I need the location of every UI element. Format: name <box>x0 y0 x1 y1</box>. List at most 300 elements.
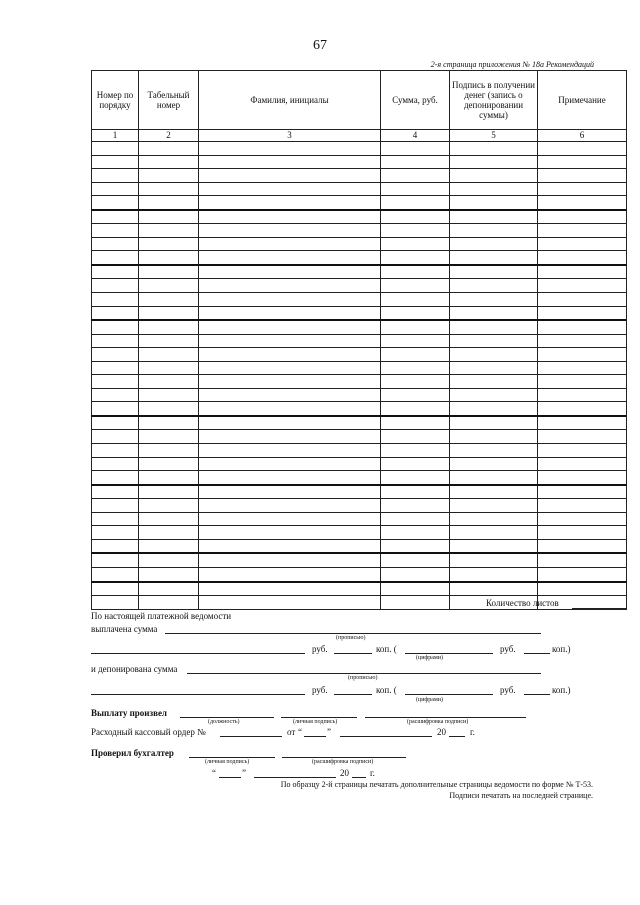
table-cell[interactable] <box>139 457 199 471</box>
table-cell[interactable] <box>139 224 199 238</box>
table-cell[interactable] <box>381 553 450 567</box>
table-cell[interactable] <box>199 567 381 581</box>
table-cell[interactable] <box>92 155 139 169</box>
table-cell[interactable] <box>538 348 627 362</box>
kop-close-label: коп.) <box>552 644 571 654</box>
table-cell[interactable] <box>381 224 450 238</box>
table-cell[interactable] <box>92 251 139 265</box>
table-cell[interactable] <box>450 567 538 581</box>
table-cell[interactable] <box>92 499 139 513</box>
table-cell[interactable] <box>139 567 199 581</box>
table-cell[interactable] <box>538 210 627 224</box>
table-cell[interactable] <box>538 196 627 210</box>
table-cell[interactable] <box>139 402 199 416</box>
table-cell[interactable] <box>199 553 381 567</box>
table-row <box>92 416 627 430</box>
table-cell[interactable] <box>139 210 199 224</box>
payout-decoding-field[interactable] <box>365 717 526 718</box>
table-cell[interactable] <box>199 142 381 156</box>
table-row <box>92 402 627 416</box>
table-cell[interactable] <box>199 334 381 348</box>
kop-field[interactable] <box>334 653 372 654</box>
table-cell[interactable] <box>538 224 627 238</box>
table-cell[interactable] <box>381 596 450 610</box>
table-cell[interactable] <box>538 430 627 444</box>
table-cell[interactable] <box>450 210 538 224</box>
deposited-words-field[interactable] <box>187 673 541 674</box>
table-cell[interactable] <box>92 471 139 485</box>
table-cell[interactable] <box>538 388 627 402</box>
table-cell[interactable] <box>139 416 199 430</box>
table-cell[interactable] <box>538 306 627 320</box>
table-row <box>92 306 627 320</box>
table-cell[interactable] <box>199 293 381 307</box>
table-cell[interactable] <box>450 388 538 402</box>
table-cell[interactable] <box>139 553 199 567</box>
decoding-caption: (расшифровка подписи) <box>312 759 374 765</box>
table-row <box>92 430 627 444</box>
table-cell[interactable] <box>139 306 199 320</box>
column-number: 2 <box>139 130 199 142</box>
table-cell[interactable] <box>92 485 139 499</box>
table-cell[interactable] <box>381 402 450 416</box>
table-cell[interactable] <box>538 499 627 513</box>
figures-kop-field[interactable] <box>524 653 550 654</box>
table-cell[interactable] <box>538 457 627 471</box>
figures-rub-field[interactable] <box>405 694 493 695</box>
in-figures-caption: (цифрами) <box>416 655 443 661</box>
decoding-caption: (расшифровка подписи) <box>407 719 469 725</box>
table-cell[interactable] <box>139 526 199 540</box>
accountant-signature-field[interactable] <box>189 757 275 758</box>
cash-order-year-field[interactable] <box>449 736 465 737</box>
table-cell[interactable] <box>199 388 381 402</box>
table-row <box>92 388 627 402</box>
table-row <box>92 224 627 238</box>
table-row <box>92 251 627 265</box>
table-cell[interactable] <box>450 293 538 307</box>
table-cell[interactable] <box>450 526 538 540</box>
table-cell[interactable] <box>199 320 381 334</box>
page-number: 67 <box>313 38 327 53</box>
table-cell[interactable] <box>381 196 450 210</box>
table-row <box>92 526 627 540</box>
in-words-caption: (прописью) <box>336 635 366 641</box>
table-cell[interactable] <box>538 293 627 307</box>
table-cell[interactable] <box>199 471 381 485</box>
table-cell[interactable] <box>381 416 450 430</box>
table-cell[interactable] <box>450 279 538 293</box>
cash-order-number-field[interactable] <box>220 736 282 737</box>
column-number: 4 <box>381 130 450 142</box>
table-cell[interactable] <box>381 582 450 596</box>
check-year-field[interactable] <box>352 777 366 778</box>
table-cell[interactable] <box>92 142 139 156</box>
year-suffix: г. <box>470 727 475 737</box>
table-cell[interactable] <box>199 512 381 526</box>
table-cell[interactable] <box>92 265 139 279</box>
table-row <box>92 582 627 596</box>
table-cell[interactable] <box>139 196 199 210</box>
table-cell[interactable] <box>450 485 538 499</box>
paid-amount-words-field[interactable] <box>165 633 541 634</box>
sheet-count-field[interactable] <box>572 608 626 609</box>
table-cell[interactable] <box>381 512 450 526</box>
table-cell[interactable] <box>139 361 199 375</box>
table-cell[interactable] <box>139 237 199 251</box>
table-cell[interactable] <box>92 237 139 251</box>
table-row <box>92 539 627 553</box>
table-cell[interactable] <box>199 224 381 238</box>
table-cell[interactable] <box>199 596 381 610</box>
table-cell[interactable] <box>450 499 538 513</box>
table-cell[interactable] <box>450 457 538 471</box>
table-cell[interactable] <box>199 539 381 553</box>
header-amount: Сумма, руб. <box>381 71 450 130</box>
table-cell[interactable] <box>92 210 139 224</box>
header-personnel-number: Табельный номер <box>139 71 199 130</box>
kop-paren-label: коп. ( <box>376 644 397 654</box>
table-cell[interactable] <box>381 388 450 402</box>
table-cell[interactable] <box>538 169 627 183</box>
table-cell[interactable] <box>139 430 199 444</box>
table-cell[interactable] <box>381 265 450 279</box>
quote-open: “ <box>212 768 216 778</box>
table-cell[interactable] <box>92 444 139 458</box>
kop-close-label: коп.) <box>552 685 571 695</box>
table-cell[interactable] <box>381 334 450 348</box>
table-cell[interactable] <box>450 196 538 210</box>
payout-made-label: Выплату произвел <box>91 708 167 718</box>
table-cell[interactable] <box>139 388 199 402</box>
quote-open: “ <box>298 727 302 737</box>
table-cell[interactable] <box>450 539 538 553</box>
deposited-label: и депонирована сумма <box>91 664 178 674</box>
note-line1: По образцу 2-й страницы печатать дополнительные страницы ведомости по форме № Т-53. <box>280 780 593 789</box>
table-cell[interactable] <box>139 251 199 265</box>
cash-order-label: Расходный кассовый ордер № <box>91 727 206 737</box>
header-signature: Подпись в получении денег (запись о депонировании суммы) <box>450 71 538 130</box>
table-cell[interactable] <box>450 265 538 279</box>
table-cell[interactable] <box>92 416 139 430</box>
table-cell[interactable] <box>199 375 381 389</box>
table-cell[interactable] <box>92 457 139 471</box>
table-cell[interactable] <box>538 251 627 265</box>
table-row <box>92 567 627 581</box>
table-cell[interactable] <box>199 169 381 183</box>
checked-by-label: Проверил бухгалтер <box>91 748 174 758</box>
table-cell[interactable] <box>538 155 627 169</box>
table-cell[interactable] <box>139 320 199 334</box>
table-cell[interactable] <box>450 402 538 416</box>
table-cell[interactable] <box>139 265 199 279</box>
table-cell[interactable] <box>139 582 199 596</box>
table-cell[interactable] <box>381 361 450 375</box>
appendix-note: 2-я страница приложения № 18а Рекомендаций <box>430 60 594 69</box>
table-cell[interactable] <box>538 485 627 499</box>
table-cell[interactable] <box>92 320 139 334</box>
table-row <box>92 196 627 210</box>
payout-signature-field[interactable] <box>281 717 357 718</box>
table-cell[interactable] <box>199 430 381 444</box>
table-cell[interactable] <box>139 279 199 293</box>
table-cell[interactable] <box>199 279 381 293</box>
table-row <box>92 457 627 471</box>
table-cell[interactable] <box>139 142 199 156</box>
table-cell[interactable] <box>199 306 381 320</box>
column-number-row <box>92 130 627 142</box>
table-cell[interactable] <box>538 526 627 540</box>
table-cell[interactable] <box>381 539 450 553</box>
table-cell[interactable] <box>450 169 538 183</box>
table-row <box>92 553 627 567</box>
payout-position-field[interactable] <box>180 717 274 718</box>
table-cell[interactable] <box>92 539 139 553</box>
table-row <box>92 348 627 362</box>
table-cell[interactable] <box>92 196 139 210</box>
table-cell[interactable] <box>450 416 538 430</box>
table-cell[interactable] <box>381 142 450 156</box>
table-row <box>92 444 627 458</box>
table-row <box>92 155 627 169</box>
table-row <box>92 361 627 375</box>
table-cell[interactable] <box>450 582 538 596</box>
table-cell[interactable] <box>92 306 139 320</box>
table-row <box>92 182 627 196</box>
table-cell[interactable] <box>139 182 199 196</box>
rub-label: руб. <box>312 685 328 695</box>
table-cell[interactable] <box>538 416 627 430</box>
header-row <box>92 71 627 130</box>
figures-rub-field[interactable] <box>405 653 493 654</box>
table-cell[interactable] <box>450 251 538 265</box>
table-cell[interactable] <box>538 402 627 416</box>
table-cell[interactable] <box>139 155 199 169</box>
year-prefix: 20 <box>340 768 349 778</box>
table-cell[interactable] <box>92 388 139 402</box>
table-cell[interactable] <box>92 567 139 581</box>
table-row <box>92 169 627 183</box>
kop-paren-label: коп. ( <box>376 685 397 695</box>
table-cell[interactable] <box>199 444 381 458</box>
header-order-number: Номер по порядку <box>92 71 139 130</box>
table-cell[interactable] <box>381 293 450 307</box>
table-cell[interactable] <box>139 375 199 389</box>
table-cell[interactable] <box>450 553 538 567</box>
column-number: 5 <box>450 130 538 142</box>
table-cell[interactable] <box>92 182 139 196</box>
table-cell[interactable] <box>199 402 381 416</box>
table-cell[interactable] <box>450 430 538 444</box>
table-cell[interactable] <box>199 457 381 471</box>
table-cell[interactable] <box>450 334 538 348</box>
table-row <box>92 279 627 293</box>
table-cell[interactable] <box>199 182 381 196</box>
table-cell[interactable] <box>450 155 538 169</box>
table-cell[interactable] <box>92 582 139 596</box>
table-cell[interactable] <box>92 402 139 416</box>
table-cell[interactable] <box>381 237 450 251</box>
table-cell[interactable] <box>92 430 139 444</box>
table-cell[interactable] <box>538 375 627 389</box>
check-day-field[interactable] <box>219 777 241 778</box>
table-cell[interactable] <box>92 596 139 610</box>
table-cell[interactable] <box>538 512 627 526</box>
check-month-field[interactable] <box>254 777 336 778</box>
table-row <box>92 237 627 251</box>
table-cell[interactable] <box>199 210 381 224</box>
table-cell[interactable] <box>538 142 627 156</box>
deposited-words-cont-field[interactable] <box>91 694 305 695</box>
table-cell[interactable] <box>381 182 450 196</box>
table-cell[interactable] <box>199 348 381 362</box>
table-cell[interactable] <box>381 471 450 485</box>
table-cell[interactable] <box>92 526 139 540</box>
signature-caption: (личная подпись) <box>205 759 250 765</box>
cash-order-month-field[interactable] <box>340 736 432 737</box>
table-cell[interactable] <box>538 567 627 581</box>
table-cell[interactable] <box>139 539 199 553</box>
table-cell[interactable] <box>92 375 139 389</box>
table-cell[interactable] <box>450 444 538 458</box>
table-cell[interactable] <box>538 334 627 348</box>
table-cell[interactable] <box>139 348 199 362</box>
table-cell[interactable] <box>139 596 199 610</box>
table-cell[interactable] <box>199 526 381 540</box>
table-cell[interactable] <box>538 279 627 293</box>
rub-label: руб. <box>500 644 516 654</box>
table-cell[interactable] <box>381 457 450 471</box>
table-cell[interactable] <box>381 444 450 458</box>
table-cell[interactable] <box>381 306 450 320</box>
table-cell[interactable] <box>450 375 538 389</box>
table-cell[interactable] <box>139 485 199 499</box>
table-cell[interactable] <box>538 237 627 251</box>
table-cell[interactable] <box>381 567 450 581</box>
table-cell[interactable] <box>92 334 139 348</box>
table-cell[interactable] <box>538 444 627 458</box>
table-cell[interactable] <box>450 320 538 334</box>
table-cell[interactable] <box>450 512 538 526</box>
table-cell[interactable] <box>381 499 450 513</box>
in-figures-caption: (цифрами) <box>416 697 443 703</box>
table-cell[interactable] <box>381 155 450 169</box>
year-suffix: г. <box>370 768 375 778</box>
column-number: 1 <box>92 130 139 142</box>
paid-words-cont-field[interactable] <box>91 653 305 654</box>
rub-label: руб. <box>500 685 516 695</box>
accountant-decoding-field[interactable] <box>282 757 406 758</box>
table-cell[interactable] <box>381 375 450 389</box>
table-cell[interactable] <box>199 265 381 279</box>
table-cell[interactable] <box>199 196 381 210</box>
table-cell[interactable] <box>199 251 381 265</box>
table-cell[interactable] <box>139 499 199 513</box>
table-cell[interactable] <box>92 553 139 567</box>
table-cell[interactable] <box>538 265 627 279</box>
quote-close: ” <box>242 768 246 778</box>
table-cell[interactable] <box>450 237 538 251</box>
table-cell[interactable] <box>450 361 538 375</box>
table-cell[interactable] <box>381 279 450 293</box>
table-cell[interactable] <box>92 169 139 183</box>
table-cell[interactable] <box>199 499 381 513</box>
table-cell[interactable] <box>92 224 139 238</box>
table-cell[interactable] <box>381 169 450 183</box>
table-cell[interactable] <box>139 169 199 183</box>
table-row <box>92 485 627 499</box>
table-cell[interactable] <box>139 293 199 307</box>
table-cell[interactable] <box>381 430 450 444</box>
table-cell[interactable] <box>92 293 139 307</box>
table-cell[interactable] <box>538 539 627 553</box>
table-cell[interactable] <box>139 334 199 348</box>
figures-kop-field[interactable] <box>524 694 550 695</box>
table-cell[interactable] <box>450 224 538 238</box>
column-number: 6 <box>538 130 627 142</box>
table-cell[interactable] <box>381 210 450 224</box>
table-cell[interactable] <box>538 471 627 485</box>
table-cell[interactable] <box>139 444 199 458</box>
table-cell[interactable] <box>381 526 450 540</box>
table-cell[interactable] <box>92 361 139 375</box>
table-cell[interactable] <box>450 142 538 156</box>
paid-text-line1: По настоящей платежной ведомости <box>91 611 232 621</box>
table-cell[interactable] <box>450 306 538 320</box>
table-cell[interactable] <box>538 320 627 334</box>
paid-amount-label: выплачена сумма <box>91 624 158 634</box>
table-cell[interactable] <box>199 155 381 169</box>
table-cell[interactable] <box>92 512 139 526</box>
table-cell[interactable] <box>450 348 538 362</box>
table-cell[interactable] <box>538 182 627 196</box>
table-cell[interactable] <box>538 553 627 567</box>
table-cell[interactable] <box>199 361 381 375</box>
payroll-table <box>91 70 627 610</box>
table-row <box>92 210 627 224</box>
table-cell[interactable] <box>381 320 450 334</box>
table-cell[interactable] <box>381 485 450 499</box>
signature-caption: (личная подпись) <box>293 719 338 725</box>
table-cell[interactable] <box>199 237 381 251</box>
year-prefix: 20 <box>437 727 446 737</box>
column-number: 3 <box>199 130 381 142</box>
table-cell[interactable] <box>139 512 199 526</box>
table-cell[interactable] <box>199 416 381 430</box>
table-cell[interactable] <box>199 485 381 499</box>
table-cell[interactable] <box>538 361 627 375</box>
table-cell[interactable] <box>199 582 381 596</box>
table-cell[interactable] <box>450 471 538 485</box>
in-words-caption: (прописью) <box>348 675 378 681</box>
table-row <box>92 320 627 334</box>
kop-field[interactable] <box>334 694 372 695</box>
table-cell[interactable] <box>538 582 627 596</box>
header-full-name: Фамилия, инициалы <box>199 71 381 130</box>
table-cell[interactable] <box>92 348 139 362</box>
table-row <box>92 265 627 279</box>
cash-order-day-field[interactable] <box>304 736 326 737</box>
table-cell[interactable] <box>381 348 450 362</box>
table-cell[interactable] <box>450 182 538 196</box>
table-row <box>92 499 627 513</box>
table-cell[interactable] <box>139 471 199 485</box>
note-line2: Подписи печатать на последней странице. <box>449 791 593 800</box>
table-row <box>92 512 627 526</box>
table-row <box>92 471 627 485</box>
table-cell[interactable] <box>92 279 139 293</box>
table-cell[interactable] <box>381 251 450 265</box>
